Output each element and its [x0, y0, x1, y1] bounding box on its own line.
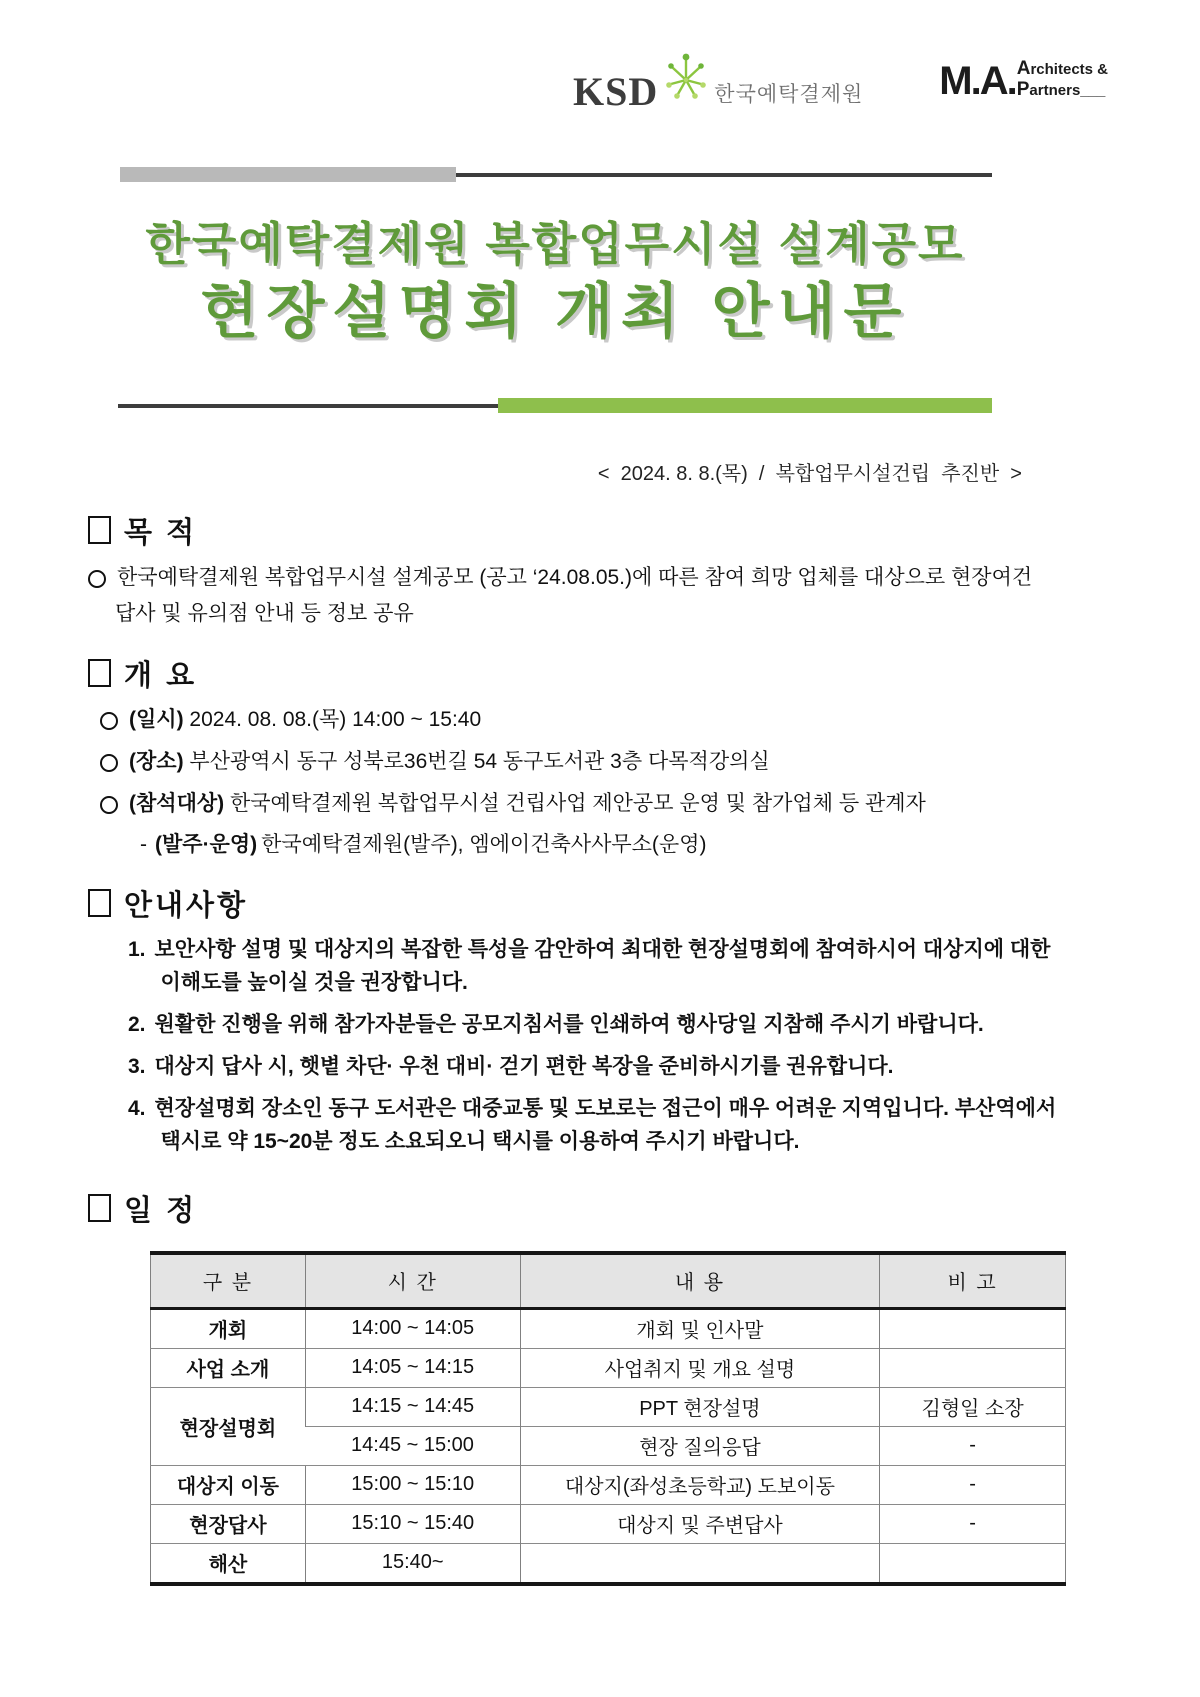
cell-content: PPT 현장설명 [520, 1387, 880, 1426]
note-number: 4. [128, 1096, 146, 1120]
note-number: 1. [128, 937, 146, 961]
title-line1: 한국예탁결제원 복합업무시설 설계공모 [145, 218, 965, 270]
dark-rule [456, 173, 992, 177]
cell-category: 해산 [151, 1543, 306, 1584]
cell-time: 14:00 ~ 14:05 [305, 1308, 520, 1348]
table-row [151, 1465, 1066, 1504]
overview-item-place [88, 745, 1140, 778]
overview-label: (참석대상) [129, 791, 225, 815]
table-row [151, 1348, 1066, 1387]
cell-time: 15:40~ [305, 1543, 520, 1584]
cell-time: 14:45 ~ 15:00 [305, 1426, 520, 1465]
ma-logo [939, 58, 1108, 103]
section-square-icon [88, 889, 111, 917]
cell-content [520, 1543, 880, 1584]
overview-sub-label: (발주·운영) [155, 832, 258, 856]
circle-bullet-icon [88, 570, 106, 588]
notes-heading [88, 883, 1140, 924]
notes-heading-label: 안내사항 [124, 889, 249, 922]
bottom-decor-rule [0, 397, 1200, 415]
schedule-header-row [151, 1253, 1066, 1309]
green-bar [498, 398, 992, 413]
note-text: 택시로 약 15~20분 정도 소요되오니 택시를 이용하여 주시기 바랍니다. [160, 1129, 800, 1153]
ma-partners-initial: P [1016, 79, 1030, 100]
note-text: 이해도를 높이실 것을 권장합니다. [160, 970, 468, 994]
cell-content: 대상지 및 주변답사 [520, 1504, 880, 1543]
date-team-line: < 2024. 8. 8.(목) / 복합업무시설건립 추진반 > [597, 462, 1022, 485]
document-title [0, 218, 1110, 345]
purpose-text-line2: 답사 및 유의점 안내 등 정보 공유 [115, 601, 414, 625]
header-logos [0, 0, 1200, 112]
cell-category: 개회 [208, 1320, 248, 1343]
overview-value: 부산광역시 동구 성북로36번길 54 동구도서관 3층 다목적강의실 [189, 749, 770, 773]
note-text: 대상지 답사 시, 햇볕 차단· 우천 대비· 걷기 편한 복장을 준비하시기를 권유합니다. [154, 1054, 894, 1078]
schedule-table [150, 1251, 1066, 1586]
cell-content: 사업취지 및 개요 설명 [520, 1348, 880, 1387]
dark-rule [118, 404, 498, 408]
ma-architects-initial: A [1016, 58, 1031, 80]
note-text: 원활한 진행을 위해 참가자분들은 공모지침서를 인쇄하여 행사당일 지참해 주시기 바랍니다. [154, 1012, 984, 1036]
overview-item-datetime [88, 703, 1140, 736]
overview-value: 한국예탁결제원 복합업무시설 건립사업 제안공모 운영 및 참가업체 등 관계자 [229, 791, 926, 815]
section-square-icon [88, 659, 111, 687]
overview-sub-item [88, 828, 1140, 861]
note-item-4 [88, 1092, 1140, 1158]
note-number: 2. [128, 1012, 146, 1036]
overview-value: 2024. 08. 08.(목) 14:00 ~ 15:40 [189, 707, 482, 731]
schedule-heading [88, 1188, 1140, 1229]
overview-item-attendees [88, 787, 1140, 820]
ma-partners-rest: artners___ [1029, 82, 1106, 99]
overview-heading-label: 개 요 [124, 659, 198, 692]
cell-category: 사업 소개 [151, 1348, 306, 1387]
cell-note: - [880, 1465, 1066, 1504]
schedule-heading-label: 일 정 [124, 1194, 198, 1227]
table-row [151, 1543, 1066, 1584]
cell-note: - [880, 1426, 1066, 1465]
ksd-spark-icon [664, 50, 708, 102]
cell-note [880, 1543, 1066, 1584]
cell-note [880, 1308, 1066, 1348]
cell-time: 15:10 ~ 15:40 [305, 1504, 520, 1543]
top-decor-rule [0, 166, 1200, 184]
purpose-text-line1: 한국예탁결제원 복합업무시설 설계공모 (공고 ‘24.08.05.)에 따른 참여 희망 업체를 대상으로 현장여건 [117, 565, 1033, 589]
document-body [0, 510, 1200, 1586]
overview-label: (일시) [129, 707, 184, 731]
ma-architects-rest: rchitects & [1030, 61, 1108, 79]
table-row [151, 1504, 1066, 1543]
note-item-1 [88, 933, 1140, 999]
ma-logo-text [1017, 59, 1108, 100]
cell-time: 14:15 ~ 14:45 [305, 1387, 520, 1426]
cell-content: 현장 질의응답 [520, 1426, 880, 1465]
circle-bullet-icon [100, 712, 118, 730]
note-item-2 [88, 1008, 1140, 1041]
cell-time: 14:05 ~ 14:15 [305, 1348, 520, 1387]
overview-heading [88, 653, 1140, 694]
title-line2: 현장설명회 개최 안내문 [200, 277, 910, 345]
purpose-bullet [88, 561, 1140, 595]
circle-bullet-icon [100, 754, 118, 772]
cell-category: 대상지 이동 [151, 1465, 306, 1504]
column-header-content: 내 용 [520, 1253, 880, 1309]
purpose-heading [88, 510, 1140, 551]
section-square-icon [88, 1194, 111, 1222]
overview-sub-value: 한국예탁결제원(발주), 엠에이건축사사무소(운영) [261, 832, 707, 856]
ma-wordmark: M.A. [939, 59, 1016, 103]
cell-category: 현장설명회 [151, 1387, 306, 1465]
gray-bar [120, 167, 456, 182]
cell-note [880, 1348, 1066, 1387]
cell-note: - [880, 1504, 1066, 1543]
table-row [151, 1387, 1066, 1426]
overview-label: (장소) [129, 749, 184, 773]
cell-content: 대상지(좌성초등학교) 도보이동 [520, 1465, 880, 1504]
column-header-category: 구 분 [151, 1253, 306, 1309]
ksd-wordmark: KSD [573, 69, 659, 114]
ksd-logo [573, 50, 863, 112]
ksd-org-name: 한국예탁결제원 [714, 83, 864, 106]
cell-time: 15:00 ~ 15:10 [305, 1465, 520, 1504]
table-row [151, 1308, 1066, 1348]
note-text: 현장설명회 장소인 동구 도서관은 대중교통 및 도보로는 접근이 매우 어려운 지역입니다. 부산역에서 [154, 1096, 1057, 1120]
note-text: 보안사항 설명 및 대상지의 복잡한 특성을 감안하여 최대한 현장설명회에 참여하시어 대상지에 대한 [154, 937, 1051, 961]
dash-marker: - [140, 832, 147, 856]
purpose-heading-label: 목 적 [124, 516, 198, 549]
column-header-time: 시 간 [305, 1253, 520, 1309]
note-item-3 [88, 1050, 1140, 1083]
section-square-icon [88, 516, 111, 544]
cell-content: 개회 및 인사말 [520, 1308, 880, 1348]
circle-bullet-icon [100, 796, 118, 814]
cell-note: 김형일 소장 [880, 1387, 1066, 1426]
cell-category: 현장답사 [151, 1504, 306, 1543]
note-number: 3. [128, 1054, 146, 1078]
column-header-note: 비 고 [880, 1253, 1066, 1309]
